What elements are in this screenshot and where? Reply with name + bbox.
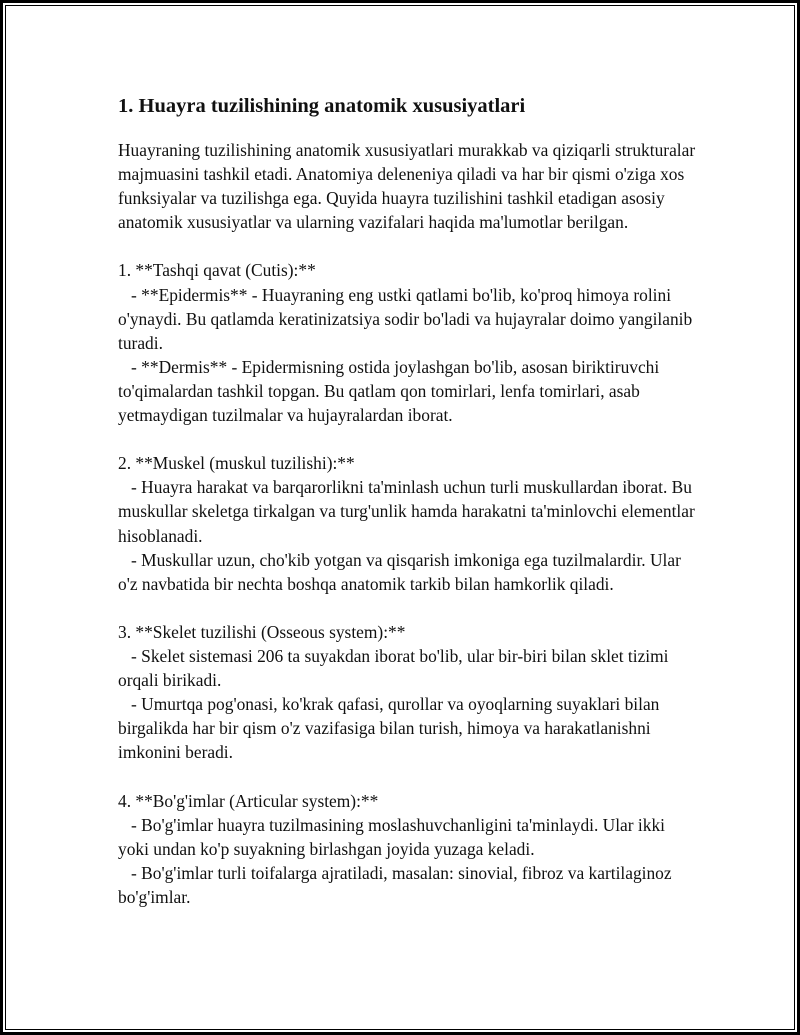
section-item: - **Dermis** - Epidermisning ostida joylashgan bo'lib, asosan biriktiruvchi to'qimalardan tashkil topgan. Bu qatlam qon tomirlari, lenfa tomirlari, asab yetmaydigan tuzilmalar va hujayralardan iborat. (118, 356, 664, 426)
section-item: - Bo'g'imlar huayra tuzilmasining moslashuvchanligini ta'minlaydi. Ular ikki yoki undan ko'p suyakning birlashgan joyida yuzaga keladi. (118, 814, 670, 859)
section-heading: 3. **Skelet tuzilishi (Osseous system):** (118, 621, 406, 642)
section-item: - Huayra harakat va barqarorlikni ta'minlash uchun turli muskullardan iborat. Bu muskullar skeletga tirkalgan va turg'unlik hamda harakatni ta'minlovchi elementlar hisoblanadi. (118, 477, 700, 546)
section-heading: 2. **Muskel (muskul tuzilishi):** (118, 453, 355, 474)
section-4 (118, 789, 698, 909)
section-1 (118, 258, 698, 427)
document-body (118, 92, 698, 909)
section-heading: 1. **Tashqi qavat (Cutis):** (118, 260, 316, 281)
paragraph-gap (118, 764, 698, 788)
section-item: - Bo'g'imlar turli toifalarga ajratiladi, masalan: sinovial, fibroz va kartilaginoz bo'g'imlar. (118, 862, 676, 907)
section-item: - Umurtqa pog'onasi, ko'krak qafasi, qurollar va oyoqlarning suyaklari bilan birgalikda har bir qism o'z vazifasiga bilan turish, himoya va harakatlanishni imkonini beradi. (118, 694, 664, 763)
paragraph-gap (118, 427, 698, 451)
section-heading: 4. **Bo'g'imlar (Articular system):** (118, 790, 379, 811)
section-item: - Muskullar uzun, cho'kib yotgan va qisqarish imkoniga ega tuzilmalardir. Ular o'z navbatida bir nechta boshqa anatomik tarkib bilan hamkorlik qiladi. (118, 549, 686, 594)
section-item: - **Epidermis** - Huayraning eng ustki qatlami bo'lib, ko'proq himoya rolini o'ynaydi. Bu qatlamda keratinizatsiya sodir bo'ladi va hujayralar doimo yangilanib turadi. (118, 284, 697, 353)
paragraph-gap (118, 596, 698, 620)
document-title: 1. Huayra tuzilishining anatomik xususiyatlari (118, 95, 526, 117)
intro-paragraph: Huayraning tuzilishining anatomik xususiyatlari murakkab va qiziqarli strukturalar majmuasini tashkil etadi. Anatomiya deleneniya qiladi va har bir qismi o'ziga xos funksiyalar va tuzilishga ega. Quyida huayra tuzilishini tashkil etadigan asosiy anatomik xususiyatlar va ularning vazifalari haqida ma'lumotlar berilgan. (118, 140, 700, 233)
paragraph-gap (118, 234, 698, 258)
section-item: - Skelet sistemasi 206 ta suyakdan iborat bo'lib, ular bir-biri bilan sklet tizimi orqali birikadi. (118, 645, 673, 691)
section-3 (118, 620, 698, 765)
section-2 (118, 451, 698, 596)
